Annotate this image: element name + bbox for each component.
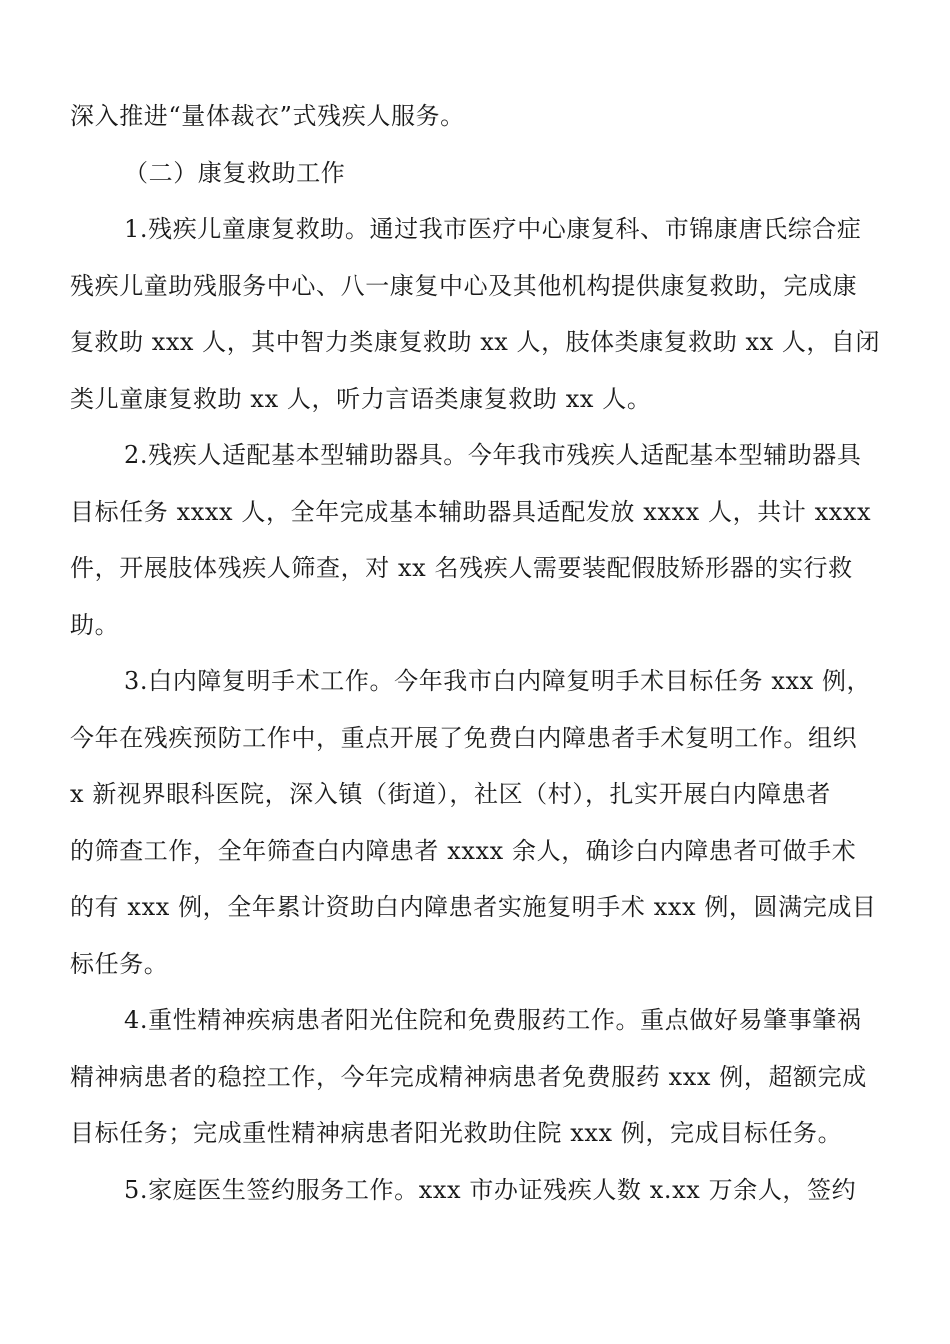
- text-line: 的筛查工作，全年筛查白内障患者 xxxx 余人，确诊白内障患者可做手术: [70, 836, 857, 865]
- text-line: 精神病患者的稳控工作，今年完成精神病患者免费服药 xxx 例，超额完成: [70, 1062, 867, 1091]
- text-line: 今年在残疾预防工作中，重点开展了免费白内障患者手术复明工作。组织: [70, 723, 858, 752]
- text-line: 4.重性精神疾病患者阳光住院和免费服药工作。重点做好易肇事肇祸: [124, 1006, 862, 1034]
- text-line: 标任务。: [70, 949, 169, 978]
- text-line: 目标任务；完成重性精神病患者阳光救助住院 xxx 例，完成目标任务。: [70, 1119, 843, 1147]
- text-line: 复救助 xxx 人，其中智力类康复救助 xx 人，肢体类康复救助 xx 人，自闭: [70, 328, 880, 356]
- section-heading: （二）康复救助工作: [124, 158, 346, 187]
- text-line: 1.残疾儿童康复救助。通过我市医疗中心康复科、市锦康唐氏综合症: [124, 215, 862, 243]
- text-line: 的有 xxx 例，全年累计资助白内障患者实施复明手术 xxx 例，圆满完成目: [70, 893, 877, 921]
- text-line: 5.家庭医生签约服务工作。xxx 市办证残疾人数 x.xx 万余人，签约: [124, 1175, 857, 1204]
- text-line: 助。: [70, 610, 120, 639]
- text-line: 件，开展肢体残疾人筛查，对 xx 名残疾人需要装配假肢矫形器的实行救: [70, 554, 853, 582]
- text-line: 深入推进“量体裁衣”式残疾人服务。: [70, 102, 465, 130]
- text-line: x 新视界眼科医院，深入镇（街道），社区（村），扎实开展白内障患者: [70, 780, 831, 808]
- document-body: [70, 88, 882, 1218]
- text-line: 3.白内障复明手术工作。今年我市白内障复明手术目标任务 xxx 例，: [124, 667, 872, 695]
- text-line: 2.残疾人适配基本型辅助器具。今年我市残疾人适配基本型辅助器具: [124, 441, 862, 469]
- text-line: 残疾儿童助残服务中心、八一康复中心及其他机构提供康复救助，完成康: [70, 271, 858, 300]
- text-line: 类儿童康复救助 xx 人，听力言语类康复救助 xx 人。: [70, 384, 652, 413]
- text-line: 目标任务 xxxx 人，全年完成基本辅助器具适配发放 xxxx 人，共计 xxxx: [70, 497, 872, 526]
